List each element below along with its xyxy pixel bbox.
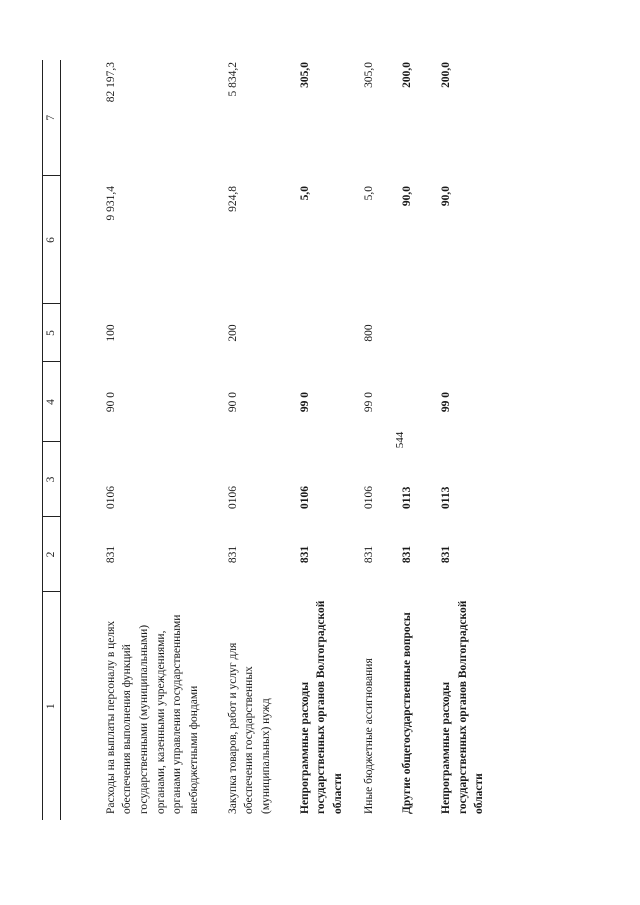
column-header: 1 xyxy=(43,592,61,820)
cell-section: 0113 xyxy=(440,486,453,509)
cell-target: 99 0 xyxy=(298,391,311,413)
row-name: Непрограммные расходы государственных органов Волгоградской области xyxy=(298,600,345,814)
cell-target: 99 0 xyxy=(362,391,375,413)
row-name: Другие общегосударственные вопросы xyxy=(401,612,414,814)
table-row xyxy=(377,60,416,820)
cell-section: 0106 xyxy=(226,486,239,509)
cell-expense-type xyxy=(416,304,488,362)
column-header: 5 xyxy=(43,304,61,362)
cell-grbs: 831 xyxy=(440,545,453,564)
budget-table xyxy=(42,60,488,820)
table-row xyxy=(203,60,275,820)
cell-expense-type: 100 xyxy=(104,324,117,342)
cell-amount-b: 200,0 xyxy=(401,62,414,88)
cell-amount-b: 305,0 xyxy=(298,62,311,88)
cell-amount-a: 5,0 xyxy=(298,186,311,201)
cell-target xyxy=(377,362,416,442)
header-row xyxy=(43,60,61,820)
row-name: Расходы на выплаты персоналу в целях обеспечения выполнения функций государственными (муниципальными) органами, казенными учреждениями, органами управления государственными внебюджетными фондами xyxy=(104,614,201,814)
column-header: 6 xyxy=(43,176,61,304)
cell-amount-a: 90,0 xyxy=(440,186,453,207)
cell-amount-b: 82 197,3 xyxy=(104,62,117,103)
budget-table-container xyxy=(42,60,602,820)
cell-section: 0106 xyxy=(104,486,117,509)
column-header: 4 xyxy=(43,362,61,442)
table-row xyxy=(60,60,203,820)
cell-grbs: 831 xyxy=(401,545,414,564)
table-row xyxy=(416,60,488,820)
cell-amount-a: 5,0 xyxy=(362,186,375,201)
cell-expense-type xyxy=(275,304,347,362)
cell-amount-b: 5 834,2 xyxy=(226,62,239,97)
cell-amount-b: 305,0 xyxy=(362,62,375,88)
cell-grbs: 831 xyxy=(226,545,239,564)
cell-target: 99 0 xyxy=(440,391,453,413)
table-body xyxy=(60,60,488,820)
cell-amount-a: 9 931,4 xyxy=(104,186,117,221)
cell-grbs: 831 xyxy=(298,545,311,564)
row-name: Закупка товаров, работ и услуг для обеспечения государственных (муниципальных) нужд xyxy=(226,642,273,814)
cell-expense-type: 200 xyxy=(226,324,239,342)
row-name: Иные бюджетные ассигнования xyxy=(362,658,375,814)
column-header: 3 xyxy=(43,442,61,517)
page-number: 544 xyxy=(394,431,406,449)
row-name: Непрограммные расходы государственных органов Волгоградской области xyxy=(440,600,486,814)
table-header xyxy=(43,60,61,820)
cell-expense-type xyxy=(377,304,416,362)
cell-grbs: 831 xyxy=(362,545,375,564)
column-header: 7 xyxy=(43,60,61,176)
cell-expense-type: 800 xyxy=(362,324,375,342)
cell-section: 0106 xyxy=(298,486,311,509)
table-row xyxy=(275,60,347,820)
table-row xyxy=(347,60,378,820)
cell-amount-a: 90,0 xyxy=(401,186,414,207)
cell-section: 0106 xyxy=(362,486,375,509)
cell-target: 90 0 xyxy=(226,391,239,413)
cell-section: 0113 xyxy=(401,486,414,509)
cell-grbs: 831 xyxy=(104,545,117,564)
cell-target: 90 0 xyxy=(104,391,117,413)
cell-amount-a: 924,8 xyxy=(226,186,239,212)
column-header: 2 xyxy=(43,517,61,592)
cell-amount-b: 200,0 xyxy=(440,62,453,88)
